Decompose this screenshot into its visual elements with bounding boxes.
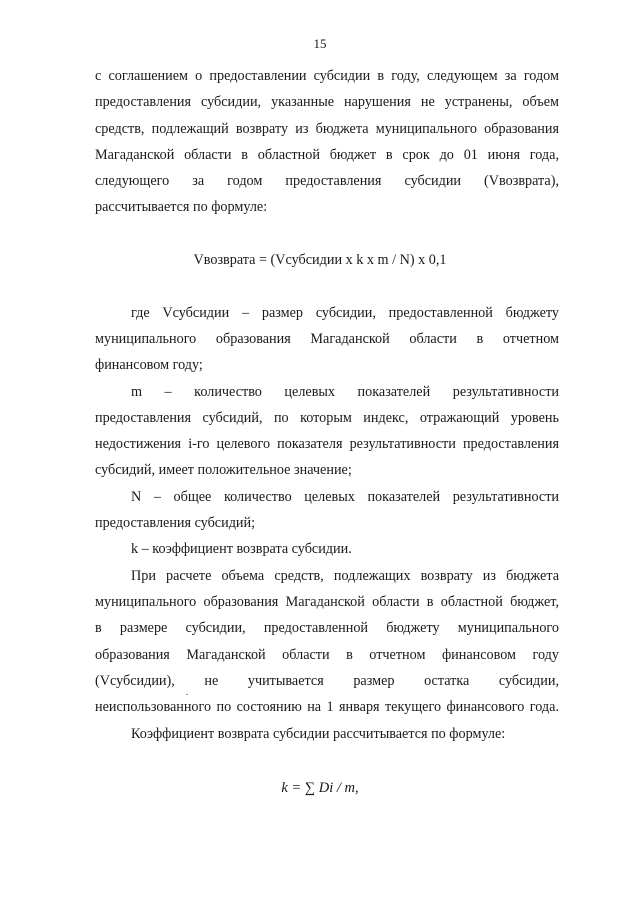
text-line: предоставления субсидий, по которым индекс, отражающий уровень — [95, 410, 559, 426]
text-line: неиспользованного по состоянию на 1 января текущего финансового года. — [95, 699, 559, 715]
text-line: муниципального образования Магаданской области в областной бюджет, — [95, 594, 559, 610]
text-line: k – коэффициент возврата субсидии. — [131, 541, 352, 557]
text-line: финансовом году; — [95, 357, 203, 373]
page-number: 15 — [313, 36, 327, 51]
text-line: муниципального образования Магаданской области в отчетном — [95, 331, 559, 347]
text-line: где Vсубсидии – размер субсидии, предоставленной бюджету — [131, 305, 559, 321]
text-line: следующего за годом предоставления субсидии (Vвозврата), — [95, 173, 559, 189]
text-line: предоставления субсидий; — [95, 515, 256, 531]
text-line: Коэффициент возврата субсидии рассчитывается по формуле: — [131, 726, 506, 742]
text-line: в размере субсидии, предоставленной бюджету муниципального — [95, 620, 559, 636]
text-line: (Vсубсидии), не учитывается размер остатка субсидии, — [95, 673, 559, 689]
text-line: образования Магаданской области в отчетном финансовом году — [95, 647, 559, 663]
text-line: рассчитывается по формуле: — [95, 199, 268, 215]
text-line: с соглашением о предоставлении субсидии в году, следующем за годом — [95, 68, 559, 84]
text-line: m – количество целевых показателей результативности — [131, 384, 559, 400]
text-line: предоставления субсидии, указанные нарушения не устранены, объем — [95, 94, 559, 110]
scan-speck — [186, 694, 188, 695]
text-line: При расчете объема средств, подлежащих возврату из бюджета — [131, 568, 559, 584]
formula-v-return: Vвозврата = (Vсубсидии x k x m / N) x 0,1 — [193, 252, 447, 268]
text-line: субсидий, имеет положительное значение; — [95, 462, 352, 478]
text-line: недостижения i-го целевого показателя результативности предоставления — [95, 436, 559, 452]
text-line: N – общее количество целевых показателей результативности — [131, 489, 559, 505]
text-line: средств, подлежащий возврату из бюджета муниципального образования — [95, 121, 559, 137]
text-line: Магаданской области в областной бюджет в срок до 01 июня года, — [95, 147, 559, 163]
formula-k: k = ∑ Di / m, — [281, 780, 359, 796]
